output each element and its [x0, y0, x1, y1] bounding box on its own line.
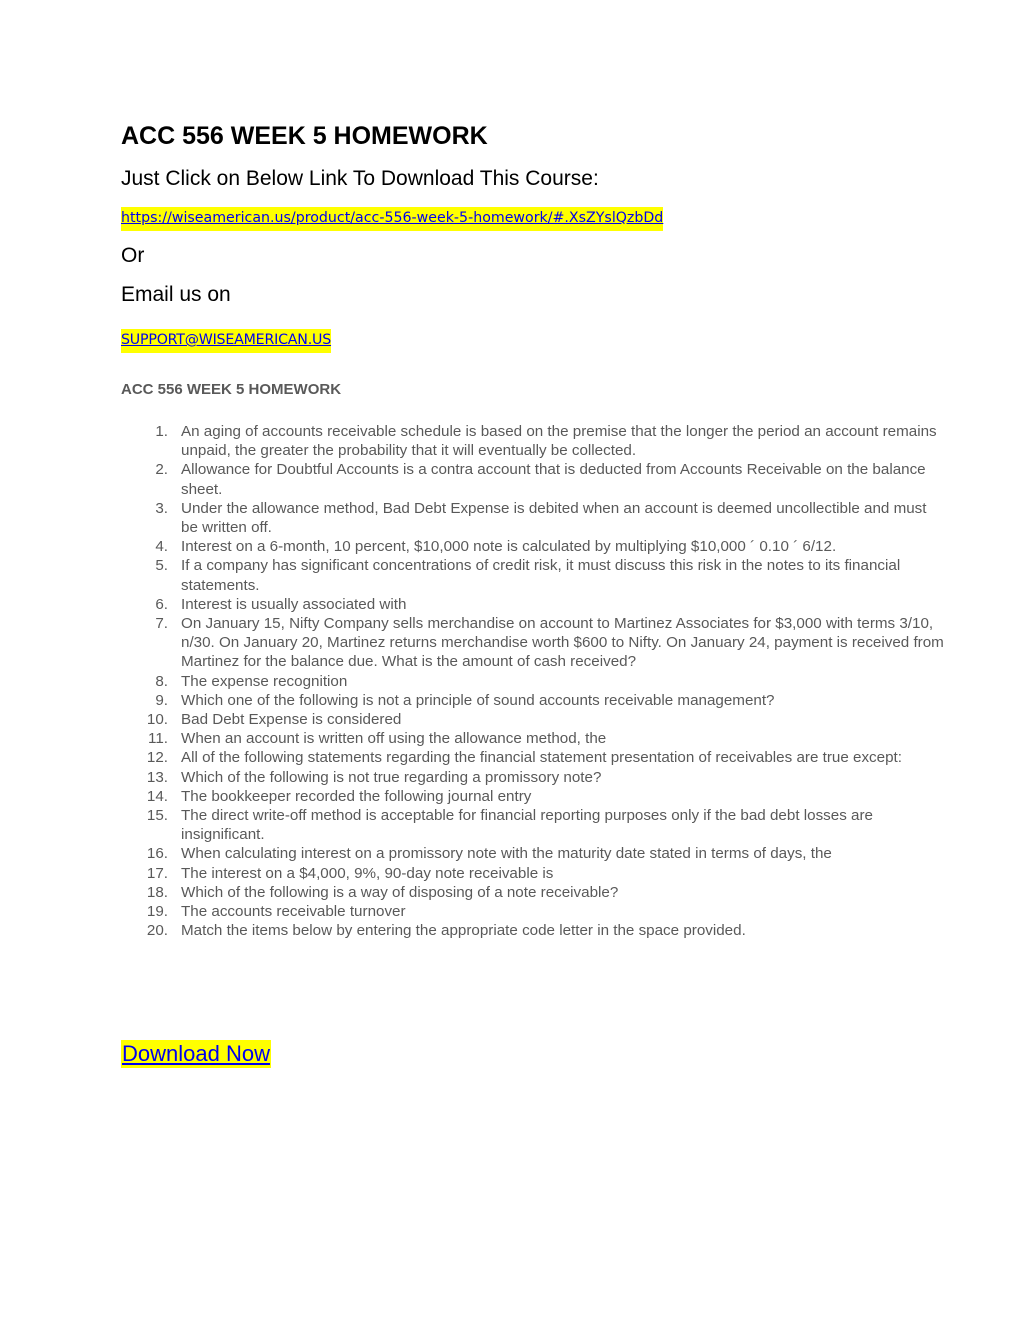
question-number: 8. [155, 672, 168, 690]
question-number: 9. [155, 691, 168, 709]
question-text: On January 15, Nifty Company sells merchandise on account to Martinez Associates for $3,000 with terms 3/10, n/30. On January 20, Martinez returns merchandise worth $600 to Nifty. On January 24, payment is received from Martinez for the balance due. What is the amount of cash received? [181, 615, 944, 671]
download-now-link[interactable]: Download Now [122, 1041, 270, 1066]
question-text: The accounts receivable turnover [181, 903, 406, 921]
question-item [146, 710, 946, 729]
question-item [146, 768, 946, 787]
question-number: 1. [155, 423, 168, 440]
or-text: Or [121, 244, 145, 267]
question-text: If a company has significant concentrations of credit risk, it must discuss this risk in the notes to its financial statements. [181, 557, 901, 594]
question-item [146, 691, 946, 710]
download-instruction: Just Click on Below Link To Download This Course: [121, 167, 599, 190]
question-text: Which one of the following is not a principle of sound accounts receivable management? [181, 691, 775, 709]
question-number: 3. [155, 499, 168, 517]
question-text: Under the allowance method, Bad Debt Expense is debited when an account is deemed uncollectible and must be written off. [181, 499, 927, 537]
question-number: 11. [148, 730, 168, 748]
question-item [146, 921, 946, 940]
course-link[interactable]: https://wiseamerican.us/product/acc-556-week-5-homework/#.XsZYslQzbDd [121, 207, 663, 231]
question-text: All of the following statements regarding the financial statement presentation of receivables are true except: [181, 749, 902, 767]
question-text: When an account is written off using the allowance method, the [181, 730, 607, 748]
question-number: 12. [146, 749, 168, 767]
question-number: 16. [146, 845, 168, 863]
question-item [146, 460, 946, 498]
question-number: 13. [146, 768, 168, 786]
question-item [146, 537, 946, 556]
question-item [146, 864, 946, 883]
support-email-link[interactable]: SUPPORT@WISEAMERICAN.US [121, 329, 331, 353]
question-list [146, 422, 946, 940]
question-text: Which of the following is a way of disposing of a note receivable? [181, 883, 619, 901]
question-number: 7. [155, 615, 168, 633]
question-text: An aging of accounts receivable schedule is based on the premise that the longer the period an account remains unpaid, the greater the probability that it will eventually be collected. [181, 423, 937, 460]
email-label: Email us on [121, 283, 231, 306]
section-heading: ACC 556 WEEK 5 HOMEWORK [121, 381, 342, 398]
question-item [146, 844, 946, 863]
question-text: The bookkeeper recorded the following journal entry [181, 787, 532, 805]
question-item [146, 748, 946, 767]
question-item [146, 614, 946, 672]
question-item [146, 672, 946, 691]
question-number: 5. [155, 557, 168, 575]
question-number: 19. [146, 903, 168, 921]
question-number: 15. [146, 807, 168, 825]
question-item [146, 806, 946, 844]
question-text: The interest on a $4,000, 9%, 90-day note receivable is [181, 864, 554, 882]
question-number: 18. [146, 883, 168, 901]
question-text: The expense recognition [181, 672, 348, 690]
question-text: Interest on a 6-month, 10 percent, $10,000 note is calculated by multiplying $10,000 ´ 0.10 ´ 6/12. [181, 538, 837, 556]
question-text: When calculating interest on a promissory note with the maturity date stated in terms of days, the [181, 845, 832, 863]
question-item [146, 556, 946, 594]
question-number: 14. [146, 787, 168, 805]
question-item [146, 422, 946, 460]
question-item [146, 902, 946, 921]
question-text: Which of the following is not true regarding a promissory note? [181, 768, 602, 786]
question-number: 6. [155, 595, 168, 613]
question-item [146, 595, 946, 614]
question-text: Match the items below by entering the appropriate code letter in the space provided. [181, 922, 746, 940]
question-item [146, 499, 946, 537]
question-text: Allowance for Doubtful Accounts is a contra account that is deducted from Accounts Receivable on the balance sheet. [181, 461, 926, 498]
question-number: 4. [155, 538, 168, 556]
question-number: 20. [146, 922, 168, 940]
question-item [146, 729, 946, 748]
page-title: ACC 556 WEEK 5 HOMEWORK [121, 122, 488, 150]
question-number: 17. [146, 864, 168, 882]
question-text: Interest is usually associated with [181, 595, 407, 613]
question-number: 10. [146, 711, 168, 729]
question-number: 2. [155, 461, 168, 479]
question-item [146, 787, 946, 806]
question-item [146, 883, 946, 902]
question-text: The direct write-off method is acceptable for financial reporting purposes only if the bad debt losses are insignificant. [181, 807, 873, 844]
question-text: Bad Debt Expense is considered [181, 711, 402, 729]
